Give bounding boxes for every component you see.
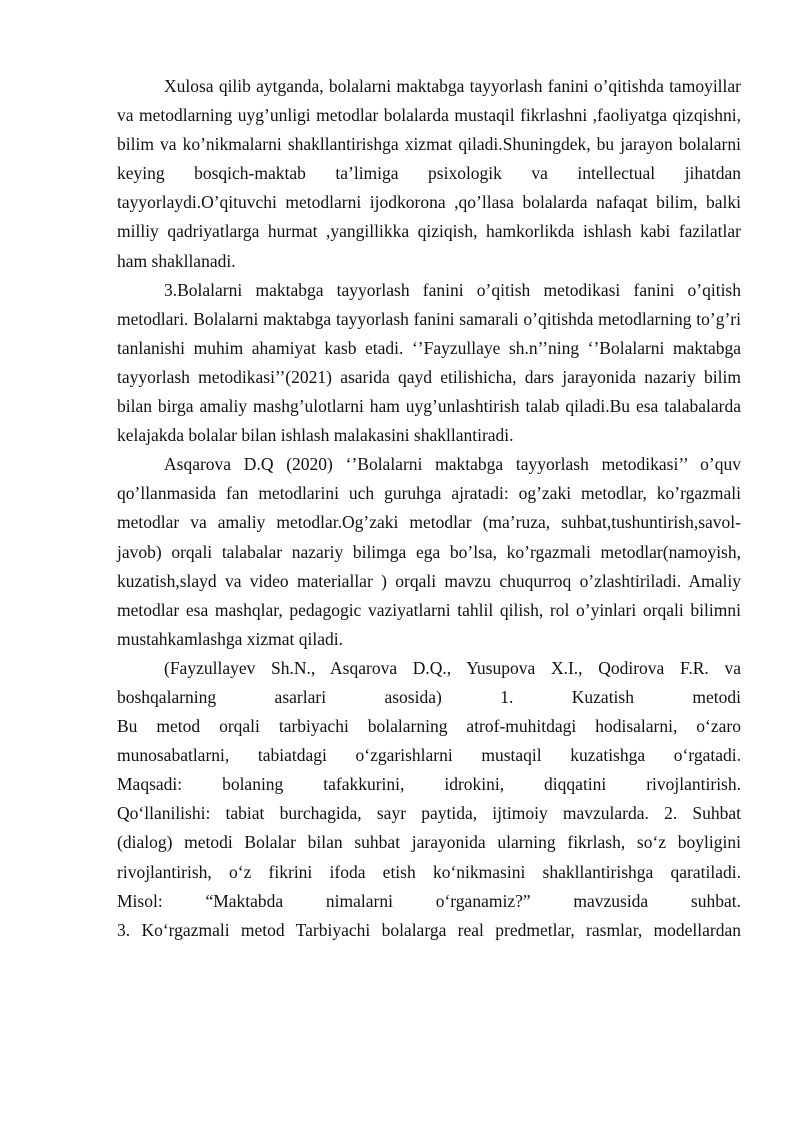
paragraph-conclusion: Xulosa qilib aytganda, bolalarni maktabga tayyorlash fanini o’qitishda tamoyillar va metodlarning uyg’unligi metodlar bolalarda mustaqil fikrlashni ,faoliyatga qizqishni, bilim va ko’nikmalarni shakllantirishga xizmat qiladi.Shuningdek, bu jarayon bolalarni keying bosqich-maktab ta’limiga psixologik va intellectual jihatdan tayyorlaydi.O’qituvchi metodlarni ijodkorona ,qo’llasa bolalarda nafaqat bilim, balki milliy qadriyatlarga hurmat ,yangillikka qiziqish, hamkorlikda ishlash kabi fazilatlar ham shakllanadi. [117, 76, 741, 271]
document-page [117, 72, 741, 945]
paragraph-method-list [117, 654, 741, 945]
text-line: boshqalarning asarlari asosida) 1. Kuzatish metodi [117, 686, 741, 707]
text-line: (Fayzullayev Sh.N., Asqarova D.Q., Yusupova X.I., Qodirova F.R. va [164, 657, 741, 678]
text-line: (dialog) metodi Bolalar bilan suhbat jarayonida ularning fikrlash, so‘z boyligini [117, 832, 741, 853]
text-line: Misol: “Maktabda nimalarni o‘rganamiz?” mavzusida suhbat. [117, 890, 741, 911]
text-line: Maqsadi: bolaning tafakkurini, idrokini, diqqatini rivojlantirish. [117, 774, 741, 795]
paragraph-method-groups: Asqarova D.Q (2020) ‘’Bolalarni maktabga tayyorlash metodikasi’’ o’quv qo’llanmasida fan metodlarini uch guruhga ajratadi: og’zaki metodlar, ko’rgazmali metodlar va amaliy metodlar.Og’zaki metodlar (ma’ruza, suhbat,tushuntirish,savol-javob) orqali talabalar nazariy bilimga ega bo’lsa, ko’rgazmali metodlar(namoyish, kuzatish,slayd va video materiallar ) orqali mavzu chuqurroq o’zlashtiriladi. Amaliy metodlar esa mashqlar, pedagogic vaziyatlarni tahlil qilish, rol o’yinlari orqali bilimni mustahkamlashga xizmat qiladi. [117, 454, 741, 649]
text-line: Bu metod orqali tarbiyachi bolalarning atrof-muhitdagi hodisalarni, o‘zaro [117, 716, 741, 737]
text-line: munosabatlarni, tabiatdagi o‘zgarishlarni mustaqil kuzatishga o‘rgatadi. [117, 745, 741, 766]
text-line: Qo‘llanilishi: tabiat burchagida, sayr paytida, ijtimoiy mavzularda. 2. Suhbat [117, 803, 741, 824]
text-line: rivojlantirish, o‘z fikrini ifoda etish ko‘nikmasini shakllantirishga qaratiladi. [117, 861, 741, 882]
paragraph-teaching-methods: 3.Bolalarni maktabga tayyorlash fanini o’qitish metodikasi fanini o’qitish metodlari. Bolalarni maktabga tayyorlash fanini samarali o’qitishda metodlarning to’g’ri tanlanishi muhim ahamiyat kasb etadi. ‘’Fayzullaye sh.n’’ning ‘’Bolalarni maktabga tayyorlash metodikasi’’(2021) asarida qayd etilishicha, dars jarayonida nazariy bilim bilan birga amaliy mashg’ulotlarni ham uyg’unlashtirish talab qiladi.Bu esa talabalarda kelajakda bolalar bilan ishlash malakasini shakllantiradi. [117, 279, 741, 446]
text-line: 3. Ko‘rgazmali metod Tarbiyachi bolalarga real predmetlar, rasmlar, modellardan [117, 919, 741, 940]
